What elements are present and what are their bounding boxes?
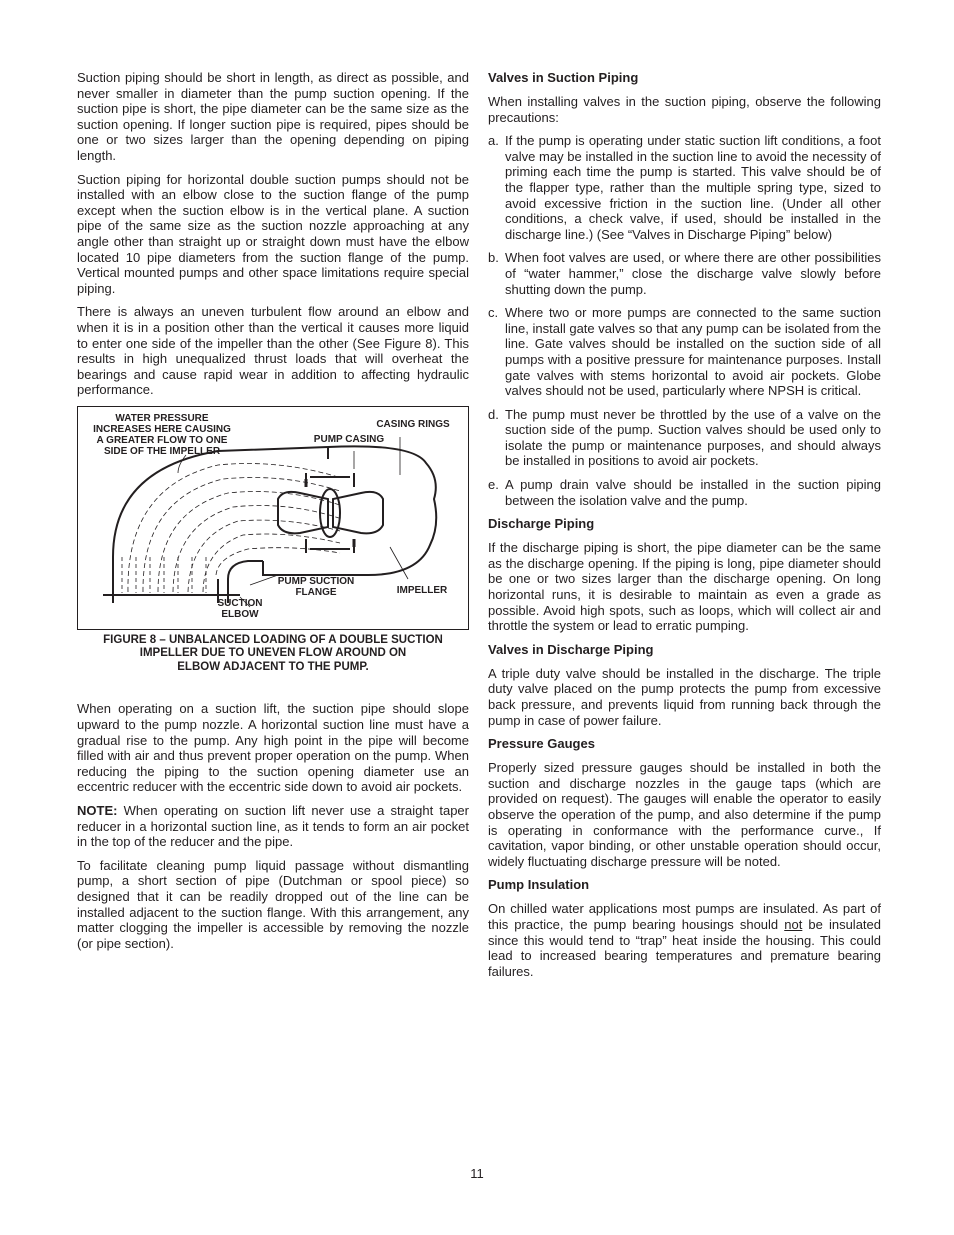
valves-suction-list bbox=[488, 133, 881, 508]
label-water-pressure: WATER PRESSURE INCREASES HERE CAUSING A GREATER FLOW TO ONE SIDE OF THE IMPELLER bbox=[93, 412, 231, 457]
label-impeller: IMPELLER bbox=[396, 584, 448, 596]
list-marker: c. bbox=[488, 305, 499, 321]
paragraph-suction-lift: When operating on a suction lift, the suction pipe should slope upward to the pump nozzle. A horizontal suction line must have a gradual rise to the pump. Any high point in the pipe will become filled with air and thus prevent proper operation on the pump. When reducing the piping to the suction opening diameter use an eccentric reducer with the eccentric side down to avoid air pockets. bbox=[77, 701, 469, 795]
list-marker: e. bbox=[488, 477, 499, 493]
heading-discharge-piping: Discharge Piping bbox=[488, 516, 595, 532]
page-number: 11 bbox=[470, 1166, 484, 1181]
paragraph-valves-suction-intro: When installing valves in the suction piping, observe the following precautions: bbox=[488, 94, 881, 125]
paragraph-cleaning: To facilitate cleaning pump liquid passage without dismantling pump, a short section of pipe (Dutchman or spool piece) so designed that it can be readily dropped out of the line can be installed adjacent to the suction flange. With this arrangement, any matter clogging the impeller is accessible by removing the nozzle (or pipe section). bbox=[77, 857, 469, 951]
paragraph-turbulent-flow: There is always an uneven turbulent flow around an elbow and when it is in a position other than the vertical it causes more liquid to enter one side of the impeller than the other (See Figure 8). This results in high unequalized thrust loads that will overheat the bearings and cause rapid wear in addition to affecting hydraulic performance. bbox=[77, 304, 469, 398]
list-item bbox=[488, 407, 881, 469]
heading-pump-insulation: Pump Insulation bbox=[488, 877, 590, 893]
list-marker: b. bbox=[488, 250, 499, 266]
list-item-text: When foot valves are used, or where there are other possibilities of “water hammer,” close the discharge valve slowly before shutting down the pump. bbox=[505, 250, 881, 297]
label-casing-rings: CASING RINGS bbox=[376, 418, 450, 430]
left-column bbox=[77, 70, 469, 959]
list-item-text: Where two or more pumps are connected to the same suction line, install gate valves so that any pump can be isolated from the line. Gate valves should be installed on the suction side of all pumps with a positive pressure for maintenance purposes. Install gate valves with stems horizontal to avoid air pockets. Globe valves should not be used, particularly where NPSH is critical. bbox=[505, 305, 881, 399]
note-label: NOTE: bbox=[77, 802, 118, 818]
list-marker: d. bbox=[488, 406, 499, 422]
list-item-text: The pump must never be throttled by the use of a valve on the suction side of the pump. Suction valves should be used only to isolate the pump or maintenance purposes, and should always be installed in positions to avoid air pockets. bbox=[505, 406, 881, 469]
label-pump-suction-flange: PUMP SUCTION FLANGE bbox=[277, 575, 355, 598]
figure-caption: FIGURE 8 – UNBALANCED LOADING OF A DOUBLE SUCTION IMPELLER DUE TO UNEVEN FLOW AROUND ON ELBOW ADJACENT TO THE PUMP. bbox=[103, 633, 443, 673]
paragraph-discharge-piping: If the discharge piping is short, the pipe diameter can be the same as the discharge opening. If the piping is long, pipe diameter should be one or two sizes larger than the discharge opening. On long horizontal runs, it is desirable to maintain as even a grade as possible. Avoid high spots, such as loops, which will collect air and throttle the system or lead to erratic pumping. bbox=[488, 540, 881, 634]
figure-8-diagram bbox=[77, 406, 469, 630]
heading-valves-suction: Valves in Suction Piping bbox=[488, 70, 639, 85]
label-pump-casing: PUMP CASING bbox=[313, 433, 385, 445]
list-item-text: If the pump is operating under static suction lift conditions, a foot valve may be installed in the suction line to avoid the necessity of priming each time the pump is started. This valve should be of the flapper type, rather than the multiple spring type, sized to avoid excessive friction in the suction line. (Under all other conditions, a check valve, if used, should be installed in the discharge line.) (See “Valves in Discharge Piping” below) bbox=[505, 133, 881, 242]
label-suction-elbow: SUCTION ELBOW bbox=[217, 597, 263, 620]
paragraph-note bbox=[77, 803, 469, 850]
paragraph-suction-length: Suction piping should be short in length, as direct as possible, and never smaller in diameter than the pump suction opening. If the suction pipe is short, the pipe diameter can be the same size as the suction opening. If longer suction pipe is required, pipes should be one or two sizes larger than the opening depending on piping length. bbox=[77, 70, 469, 163]
paragraph-pressure-gauges: Properly sized pressure gauges should be installed in both the suction and discharge nozzles in the gauge taps (which are provided on request). The gauges will enable the operator to easily observe the operation of the pump, and also determine if the pump is operating in conformance with the performance curve., If cavitation, vapor binding, or other unstable operation should occur, widely fluctuating discharge pressure will be noted. bbox=[488, 760, 881, 869]
list-item bbox=[488, 305, 881, 399]
list-item bbox=[488, 133, 881, 242]
list-item bbox=[488, 477, 881, 508]
paragraph-pump-insulation: On chilled water applications most pumps are insulated. As part of this practice, the pump bearing housings should not be insulated since this would tend to “trap” heat inside the housing. This could lead to increased bearing temperatures and premature bearing failures. bbox=[488, 901, 881, 979]
paragraph-valves-discharge: A triple duty valve should be installed in the discharge. The triple duty valve placed on the pump protects the pump from excessive back pressure, and prevents liquid from running back through the pump in case of power failure. bbox=[488, 665, 881, 728]
list-item bbox=[488, 250, 881, 297]
paragraph-double-suction: Suction piping for horizontal double suction pumps should not be installed with an elbow close to the suction flange of the pump except when the suction elbow is in the vertical plane. A suction pipe of the same size as the suction nozzle approaching at any angle other than straight up or straight down must have the elbow located 10 pipe diameters from the suction flange of the pump. Vertical mounted pumps and other space limitations require special piping. bbox=[77, 171, 469, 296]
list-item-text: A pump drain valve should be installed in the suction piping between the isolation valve and the pump. bbox=[505, 477, 881, 508]
heading-valves-discharge: Valves in Discharge Piping bbox=[488, 641, 654, 657]
heading-pressure-gauges: Pressure Gauges bbox=[488, 736, 595, 752]
emphasis-not: not bbox=[784, 916, 803, 932]
list-marker: a. bbox=[488, 133, 499, 149]
note-text: When operating on suction lift never use a straight taper reducer in a horizontal suction line, as it tends to form an air pocket in the top of the reducer and the pipe. bbox=[77, 802, 469, 850]
right-column bbox=[488, 70, 881, 987]
